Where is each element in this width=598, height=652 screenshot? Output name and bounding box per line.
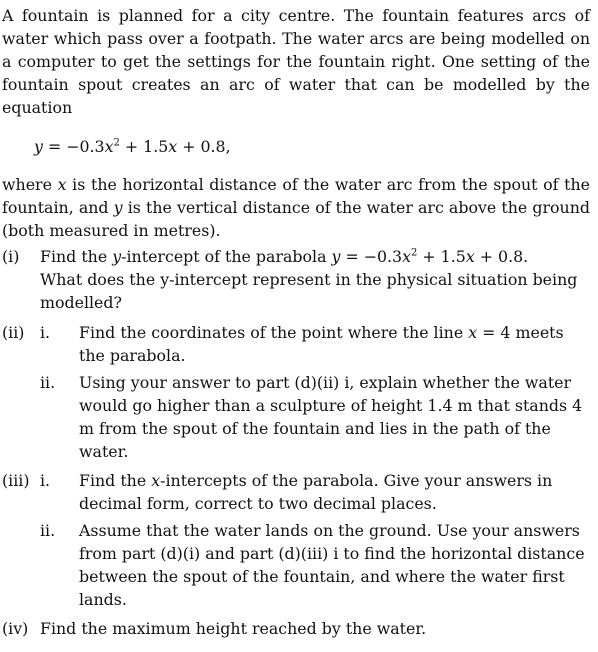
part-i-exponent: 2 xyxy=(411,247,418,259)
part-iii-a-body xyxy=(79,469,590,515)
part-i-label: (i) xyxy=(2,247,20,266)
part-i-y: y xyxy=(112,247,122,266)
where-t2: is the horizontal distance of the water arc from the spout of the fountain, and xyxy=(2,175,591,217)
where-y: y xyxy=(113,198,123,217)
part-i-t2: -intercept of the parabola xyxy=(121,247,332,266)
part-ii-a xyxy=(40,321,590,367)
part-iv xyxy=(2,617,590,640)
part-iii-a-t2: -intercepts of the parabola. Give your answers in decimal form, correct to two decimal places. xyxy=(79,471,553,513)
part-iii-a-t1: Find the xyxy=(79,471,152,490)
part-iii-b-body: Assume that the water lands on the ground. Use your answers from part (d)(i) and part (d)(iii) i to find the horizontal distance between the spout of the fountain, and where the water first lands. xyxy=(79,521,585,609)
equation xyxy=(34,135,590,158)
eq-equals: = −0.3 xyxy=(42,137,105,156)
part-i-t6: What does the y-intercept represent in the physical situation being modelled? xyxy=(40,270,578,312)
part-i xyxy=(2,245,590,314)
part-ii-b xyxy=(40,371,590,463)
part-i-x: x xyxy=(402,247,412,266)
part-ii-label: (ii) xyxy=(2,323,25,342)
part-i-t4: + 1.5 xyxy=(417,247,466,266)
eq-y: y xyxy=(34,137,43,156)
part-i-t5: + 0.8. xyxy=(474,247,529,266)
part-iv-body: Find the maximum height reached by the water. xyxy=(40,619,427,638)
where-t1: where xyxy=(2,175,58,194)
part-ii-a-body xyxy=(79,321,590,367)
part-ii-a-t1: Find the coordinates of the point where the line xyxy=(79,323,469,342)
part-iii-label: (iii) xyxy=(2,471,30,490)
part-ii-b-label: ii. xyxy=(40,373,56,392)
eq-rest-b: + 0.8, xyxy=(177,137,231,156)
eq-x: x xyxy=(104,137,114,156)
part-iii xyxy=(2,469,590,611)
eq-rest-a: + 1.5 xyxy=(119,137,169,156)
part-ii-body xyxy=(40,321,590,463)
where-x: x xyxy=(57,175,67,194)
part-i-t1: Find the xyxy=(40,247,113,266)
part-iii-b-label: ii. xyxy=(40,521,56,540)
part-iii-a xyxy=(40,469,590,515)
part-iii-a-x: x xyxy=(151,471,161,490)
part-ii-a-t2: = 4 meets the parabola. xyxy=(79,323,564,365)
part-i-y2: y xyxy=(331,247,341,266)
where-t3: is the vertical distance of the water arc above the ground (both measured in metres). xyxy=(2,198,590,240)
part-ii-a-x: x xyxy=(468,323,478,342)
eq-x2: x xyxy=(168,137,178,156)
where-paragraph xyxy=(2,173,590,242)
part-i-body xyxy=(40,245,590,314)
intro-paragraph: A fountain is planned for a city centre. The fountain features arcs of water which pass over a footpath. The water arcs are being modelled on a computer to get the settings for the fountain right. One setting of the fountain spout creates an arc of water that can be modelled by the equation xyxy=(2,6,590,117)
part-iv-label: (iv) xyxy=(2,619,29,638)
part-ii-a-label: i. xyxy=(40,323,51,342)
part-iii-body xyxy=(40,469,590,611)
part-i-t3: = −0.3 xyxy=(340,247,403,266)
part-iii-a-label: i. xyxy=(40,471,51,490)
part-ii-b-body: Using your answer to part (d)(ii) i, explain whether the water would go higher than a sculpture of height 1.4 m that stands 4 m from the spout of the fountain and lies in the path of the water. xyxy=(79,373,583,461)
part-iii-b xyxy=(40,519,590,611)
eq-exponent: 2 xyxy=(113,137,120,149)
part-ii xyxy=(2,321,590,463)
part-i-x2: x xyxy=(465,247,475,266)
